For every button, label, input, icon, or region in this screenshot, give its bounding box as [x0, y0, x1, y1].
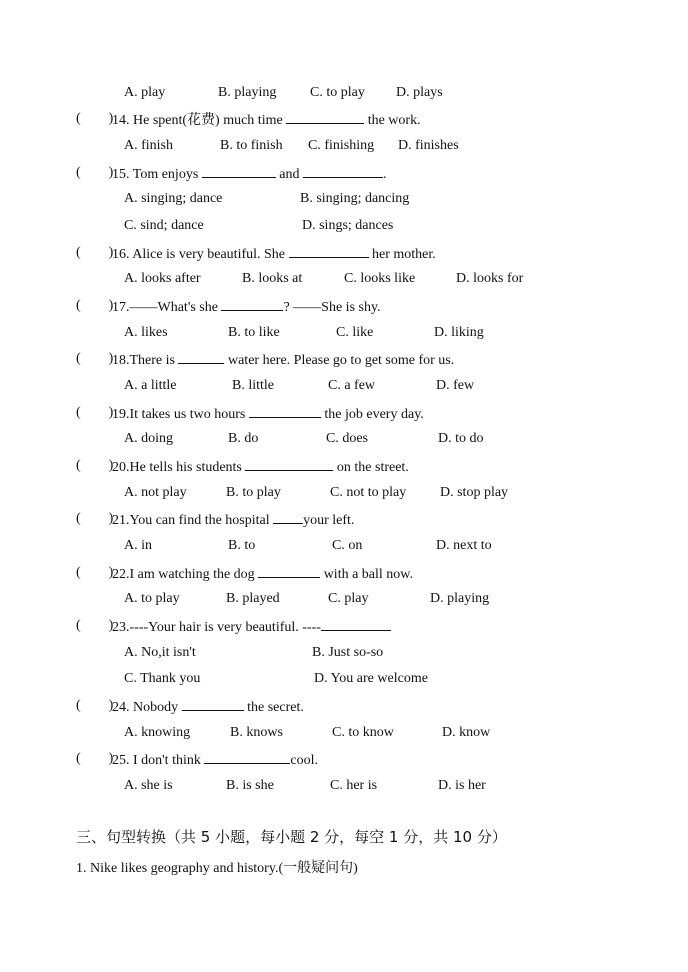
- answer-paren: ( ): [76, 751, 114, 766]
- option-b: B. playing: [218, 85, 277, 100]
- option-d: D. few: [436, 378, 475, 393]
- question-suffix: on the street.: [333, 460, 409, 475]
- option-a: A. a little: [124, 378, 177, 393]
- option-c: C. does: [326, 431, 368, 446]
- question-text: [112, 750, 318, 770]
- option-d: D. finishes: [398, 138, 459, 153]
- question-text: [112, 457, 409, 477]
- question-text: [112, 350, 454, 370]
- answer-blank: [249, 404, 321, 418]
- option-b: B. to like: [228, 325, 280, 340]
- option-d: D. is her: [438, 778, 486, 793]
- answer-blank: [258, 564, 320, 578]
- answer-blank-2: [303, 164, 383, 178]
- section-heading: 三、句型转换（共 5 小题，每小题 2 分，每空 1 分，共 10 分）: [76, 828, 507, 846]
- question-suffix: and: [275, 167, 303, 182]
- question-prefix: 25. I don't think: [112, 753, 205, 768]
- question-prefix: 14. He spent(花费) much time: [112, 113, 287, 128]
- option-a: A. to play: [124, 591, 180, 606]
- option-c: C. to know: [332, 725, 394, 740]
- question-suffix: your left.: [303, 513, 355, 528]
- question-prefix: 17.——What's she: [112, 300, 222, 315]
- question-text: [112, 297, 381, 317]
- option-c: C. her is: [330, 778, 378, 793]
- question-prefix: 22.I am watching the dog: [112, 567, 259, 582]
- option-a: A. likes: [124, 325, 168, 340]
- option-b: B. knows: [230, 725, 283, 740]
- option-d: D. You are welcome: [314, 671, 428, 686]
- option-c: C. a few: [328, 378, 376, 393]
- option-c: C. looks like: [344, 271, 416, 286]
- answer-blank: [182, 697, 244, 711]
- answer-paren: ( ): [76, 511, 114, 526]
- answer-blank: [204, 750, 290, 764]
- option-b: B. to: [228, 538, 256, 553]
- answer-paren: ( ): [76, 351, 114, 366]
- answer-paren: ( ): [76, 698, 114, 713]
- option-a: A. not play: [124, 485, 187, 500]
- option-b: B. little: [232, 378, 274, 393]
- question-suffix: ? ——She is shy.: [283, 300, 381, 315]
- question-suffix-2: .: [382, 167, 387, 182]
- answer-blank: [245, 457, 333, 471]
- question-text: [112, 617, 391, 637]
- answer-blank: [321, 617, 391, 631]
- option-c: C. play: [328, 591, 369, 606]
- answer-paren: ( ): [76, 565, 114, 580]
- option-a: A. doing: [124, 431, 173, 446]
- option-d: D. looks for: [456, 271, 524, 286]
- question-prefix: 23.----Your hair is very beautiful. ----: [112, 620, 321, 635]
- answer-blank: [221, 297, 283, 311]
- question-suffix: water here. Please go to get some for us.: [224, 353, 455, 368]
- question-suffix: the secret.: [243, 700, 304, 715]
- question-suffix: with a ball now.: [320, 567, 413, 582]
- question-suffix: her mother.: [368, 247, 436, 262]
- option-a: A. knowing: [124, 725, 191, 740]
- option-d: D. playing: [430, 591, 490, 606]
- answer-paren: ( ): [76, 298, 114, 313]
- option-a: A. in: [124, 538, 152, 553]
- question-text: [112, 404, 424, 424]
- option-d: D. to do: [438, 431, 484, 446]
- option-b: B. is she: [226, 778, 274, 793]
- option-b: B. Just so-so: [312, 645, 384, 660]
- question-prefix: 24. Nobody: [112, 700, 182, 715]
- option-b: B. to play: [226, 485, 281, 500]
- option-b: B. to finish: [220, 138, 283, 153]
- question-prefix: 19.It takes us two hours: [112, 407, 249, 422]
- question-prefix: 21.You can find the hospital: [112, 513, 274, 528]
- option-a: A. looks after: [124, 271, 201, 286]
- sentence-transform-question: 1. Nike likes geography and history.(一般疑问句): [76, 861, 358, 876]
- answer-paren: ( ): [76, 111, 114, 126]
- option-a: A. she is: [124, 778, 173, 793]
- answer-paren: ( ): [76, 458, 114, 473]
- answer-blank: [289, 244, 369, 258]
- option-d: D. next to: [436, 538, 492, 553]
- question-text: [112, 110, 421, 130]
- option-b: B. singing; dancing: [300, 191, 410, 206]
- answer-blank: [286, 110, 364, 124]
- question-suffix: the work.: [364, 113, 421, 128]
- question-suffix: cool.: [290, 753, 318, 768]
- answer-blank: [202, 164, 276, 178]
- option-c: C. Thank you: [124, 671, 201, 686]
- option-b: B. looks at: [242, 271, 303, 286]
- question-prefix: 20.He tells his students: [112, 460, 246, 475]
- question-text: [112, 244, 436, 264]
- option-c: C. on: [332, 538, 363, 553]
- option-b: B. played: [226, 591, 280, 606]
- question-text: [112, 564, 413, 584]
- option-a: A. singing; dance: [124, 191, 223, 206]
- option-a: A. finish: [124, 138, 173, 153]
- option-d: D. liking: [434, 325, 484, 340]
- question-prefix: 18.There is: [112, 353, 179, 368]
- question-text: [112, 697, 304, 717]
- answer-blank: [273, 510, 303, 524]
- option-c: C. sind; dance: [124, 218, 204, 233]
- option-c: C. finishing: [308, 138, 375, 153]
- question-prefix: 16. Alice is very beautiful. She: [112, 247, 289, 262]
- answer-paren: ( ): [76, 245, 114, 260]
- answer-paren: ( ): [76, 405, 114, 420]
- option-d: D. stop play: [440, 485, 509, 500]
- option-a: A. No,it isn't: [124, 645, 196, 660]
- answer-paren: ( ): [76, 165, 114, 180]
- answer-blank: [178, 350, 224, 364]
- option-d: D. know: [442, 725, 491, 740]
- option-b: B. do: [228, 431, 259, 446]
- option-a: A. play: [124, 85, 166, 100]
- option-c: C. to play: [310, 85, 365, 100]
- option-d: D. sings; dances: [302, 218, 394, 233]
- question-text: [112, 164, 386, 184]
- option-d: D. plays: [396, 85, 443, 100]
- answer-paren: ( ): [76, 618, 114, 633]
- option-c: C. like: [336, 325, 374, 340]
- question-text: [112, 510, 354, 530]
- option-c: C. not to play: [330, 485, 407, 500]
- question-suffix: the job every day.: [320, 407, 424, 422]
- question-prefix: 15. Tom enjoys: [112, 167, 202, 182]
